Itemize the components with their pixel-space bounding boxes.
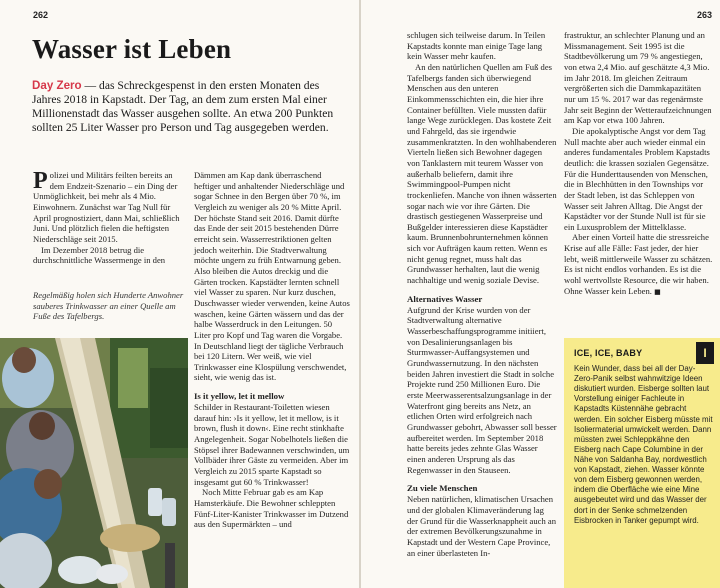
col3-paragraph-2: An den natürlichen Quellen am Fuß des Tafelbergs fanden sich überwiegend Menschen aus den unteren Einkommensschichten ein, die hier ihre Container befüllten. Viele mussten dafür lange Wege zurücklegen. Das kostete Zeit und Fahrgeld, das sie irgendwie zusammenkratzten. In den wohlhabenderen Vierteln ließen sich Bewohner dagegen von Tanklastern mit teurem Wasser von außerhalb beliefern, damit ihre Swimmingpool-Pumpen nicht trockenliefen. Manche von ihnen wässerten sogar nach wie vor ihre Gärten. Die drastisch gestiegenen Wasserpreise und Bußgelder interessieren diese Kapstädter kaum. Brunnenbohrunternehmen können sich vor Aufträgen kaum retten. Wenn es nicht genug regnet, muss halt das Grundwasser herhalten, laut die wenig nachhaltige und wenig soziale Devise. [407, 61, 557, 286]
article-lede [32, 79, 350, 136]
col1-paragraph-2: Im Dezember 2018 betrug die durchschnittliche Wassermenge in den [33, 244, 166, 266]
page-number-left: 262 [33, 10, 49, 20]
column-4 [564, 30, 714, 296]
subheading-alternatives: Alternatives Wasser [407, 293, 483, 304]
col1-paragraph-1: Polizei und Militärs feilten bereits an dem Endzeit-Szenario – ein Ding der Unmöglichkeit, bei mehr als 4 Mio. Einwohnern. Zunächst war Tag Null für April prognostiziert, dann Mai, schließlich Juni. Und plötzlich fielen die heftigsten Niederschläge seit 2015. [33, 168, 180, 244]
col4-paragraph-2: Die apokalyptische Angst vor dem Tag Null machte aber auch wieder einmal ein anderes fundamentales Problem Kapstadts deutlich: die krassen sozialen Gegensätze. Für die Hunderttausenden von Menschen, die in Blechhütten in den Townships vor der Stadt leben, ist das Schleppen von Wasser seit Jahren Alltag. Die Angst der Kapstädter vor der Stunde Null ist für sie ein Luxusproblem der Mittelklasse. [564, 125, 710, 232]
drop-cap: P [33, 168, 48, 194]
info-badge-icon: I [696, 342, 714, 364]
column-3 [407, 30, 557, 558]
col4-paragraph-1: frastruktur, an schlechter Planung und an Missmanagement. Seit 1995 ist die Stadtbevölkerung um 79 % angestiegen, von etwa 2,4 Mio. auf geschätzte 4,3 Mio. im Jahr 2018. Im gleichen Zeitraum vergrößerten sich die Dammkapazitäten nur um 15 %. 2017 war das regenärmste Jahr seit Beginn der Wetteraufzeichnungen am Kap vor etwa 100 Jahren. [564, 30, 712, 126]
lede-kicker: Day Zero [32, 79, 82, 92]
lede-text: — das Schreckgespenst in den ersten Monaten des Jahres 2018 in Kapstadt. Der Tag, an dem zum ersten Mal einer Millionenstadt das Wasser ausgehen sollte. An etwa 200 Punkten sollten 25 Liter Wasser pro Person und Tag ausgegeben werden. [32, 79, 334, 135]
info-box [564, 338, 720, 588]
page-number-right: 263 [696, 10, 712, 20]
photo-caption: Regelmäßig holen sich Hunderte Anwohner sauberes Trinkwasser an einer Quelle am Fuße des Tafelbergs. [33, 290, 184, 322]
col4-paragraph-3: Aber einen Vorteil hatte die stressreiche Krise auf alle Fälle: Fast jeder, der hier lebt, weiß mittlerweile Wasser zu schätzen. Es ist nicht endlos vorhanden. Es ist die wohl wertvollste Resource, die wir haben. Ohne Wasser kein Leben. ■ [564, 232, 713, 296]
article-title: Wasser ist Leben [32, 34, 232, 64]
water-source-photo [0, 338, 188, 588]
col3-paragraph-3: Aufgrund der Krise wurden von der Stadtverwaltung alternative Wasserbeschaffungsprogramme initiiert, von Desalinierungsanlagen bis Sturmwasser-Auffangsystemen und Grundwassernutzung. In den nächsten beiden Jahren investiert die Stadt in solche Projekte rund 250 Millionen Euro. Die erste Meerwasserentsalzungsanlage in der Waterfront ging bereits ans Netz, an etlichen Orten wird erfolgreich nach Grundwasser gebohrt, Abwasser soll besser aufbereitet werden. Im September 2018 hatte bereits jedes zehnte Glas Wasser einen anderen Ursprung als das Regenwasser in den Stauseen. [407, 304, 557, 475]
col2-paragraph-1: Dämmen am Kap dank überraschend heftiger und anhaltender Niederschläge und sogar Schnee in den Bergen über 70 %, im Vergleich zu weniger als 20 % Mitte April. Der höchste Stand seit 2016. Damit dürfte das Ende der seit 2015 bestehenden Dürre erreicht sein. Wasserrestriktionen gelten jedoch weiterhin. Die Stadtverwaltung möchte ungern zu früh Entwarnung geben. Also bleiben die Autos dreckig und die Gärten trocken. Kapstädter lernten schnell viel Wasser zu sparen. Nur kurz duschen, Duschwasser wieder verwenden, keine Autos waschen, keine Gärten wässern und das der halbe Wasserdruck in den Leitungen. 50 Liter pro Kopf und Tag waren die Vorgabe. In Deutschland liegt der tägliche Verbrauch bei 120 Litern. Wer weiß, wie viel Trinkwasser eine Klospülung verschwendet, sieht, wie wenig das ist. [194, 170, 350, 383]
photo-illustration [0, 338, 188, 588]
subheading-yellow: Is it yellow, let it mellow [194, 391, 285, 402]
left-page [0, 0, 359, 588]
col3-paragraph-4: Neben natürlichen, klimatischen Ursachen und der globalen Klimaveränderung lag der Grund für die Wasserknappheit auch an der extremen Bevölkerungszunahme in Kapstadt und der Western Cape Province, an einer überlasteten In- [407, 494, 557, 558]
info-box-text: Kein Wunder, dass bei all der Day-Zero-Panik selbst wahnwitzige Ideen diskutiert wurden. Eisberge sollten laut Vorstellung einiger Fachleute in Kapstadts Küstennähe gebracht werden. Ein solcher Eisberg müsste mit Isoliermaterial umwickelt werden. Dann müssten zwei Schleppkähne den Eisberg nach Cape Columbine in der Nähe von Saldanha Bay, nordwestlich von Kapstadt, ziehen. Wasser könnte von dem Eisberg gewonnen werden, indem die Oberfläche wie eine Mine ausgebeutet wird und das Wasser der dort in der Senke schmelzenden Eisbrocken in Tanker gepumpt wird. [574, 364, 713, 525]
info-box-title: ICE, ICE, BABY [574, 348, 643, 358]
col2-paragraph-3: Noch Mitte Februar gab es am Kap Hamsterkäufe. Die Bewohner schleppten Fünf-Liter-Kanister Trinkwasser im Dutzend aus den Supermärkten – und [194, 487, 349, 530]
col2-paragraph-2: Schilder in Restaurant-Toiletten wiesen darauf hin: ›Is it yellow, let it mellow, is it brown, flush it down‹. Eine recht stinkhafte Angelegenheit. Sogar Nobelhotels ließen die Stöpsel ihrer Badewannen verschwinden, um Vollbäder ihrer Gäste zu vermeiden. Aber im Vergleich zu 2015 sparte Kapstadt so insgesamt gut 60 % Trinkwasser! [194, 402, 350, 487]
column-1 [33, 170, 188, 266]
col3-paragraph-1: schlugen sich teilweise darum. In Teilen Kapstadts konnte man einige Tage lang kein Wasser mehr kaufen. [407, 30, 546, 62]
subheading-population: Zu viele Menschen [407, 483, 478, 494]
column-2 [194, 170, 350, 530]
end-mark-icon: ■ [654, 287, 661, 296]
